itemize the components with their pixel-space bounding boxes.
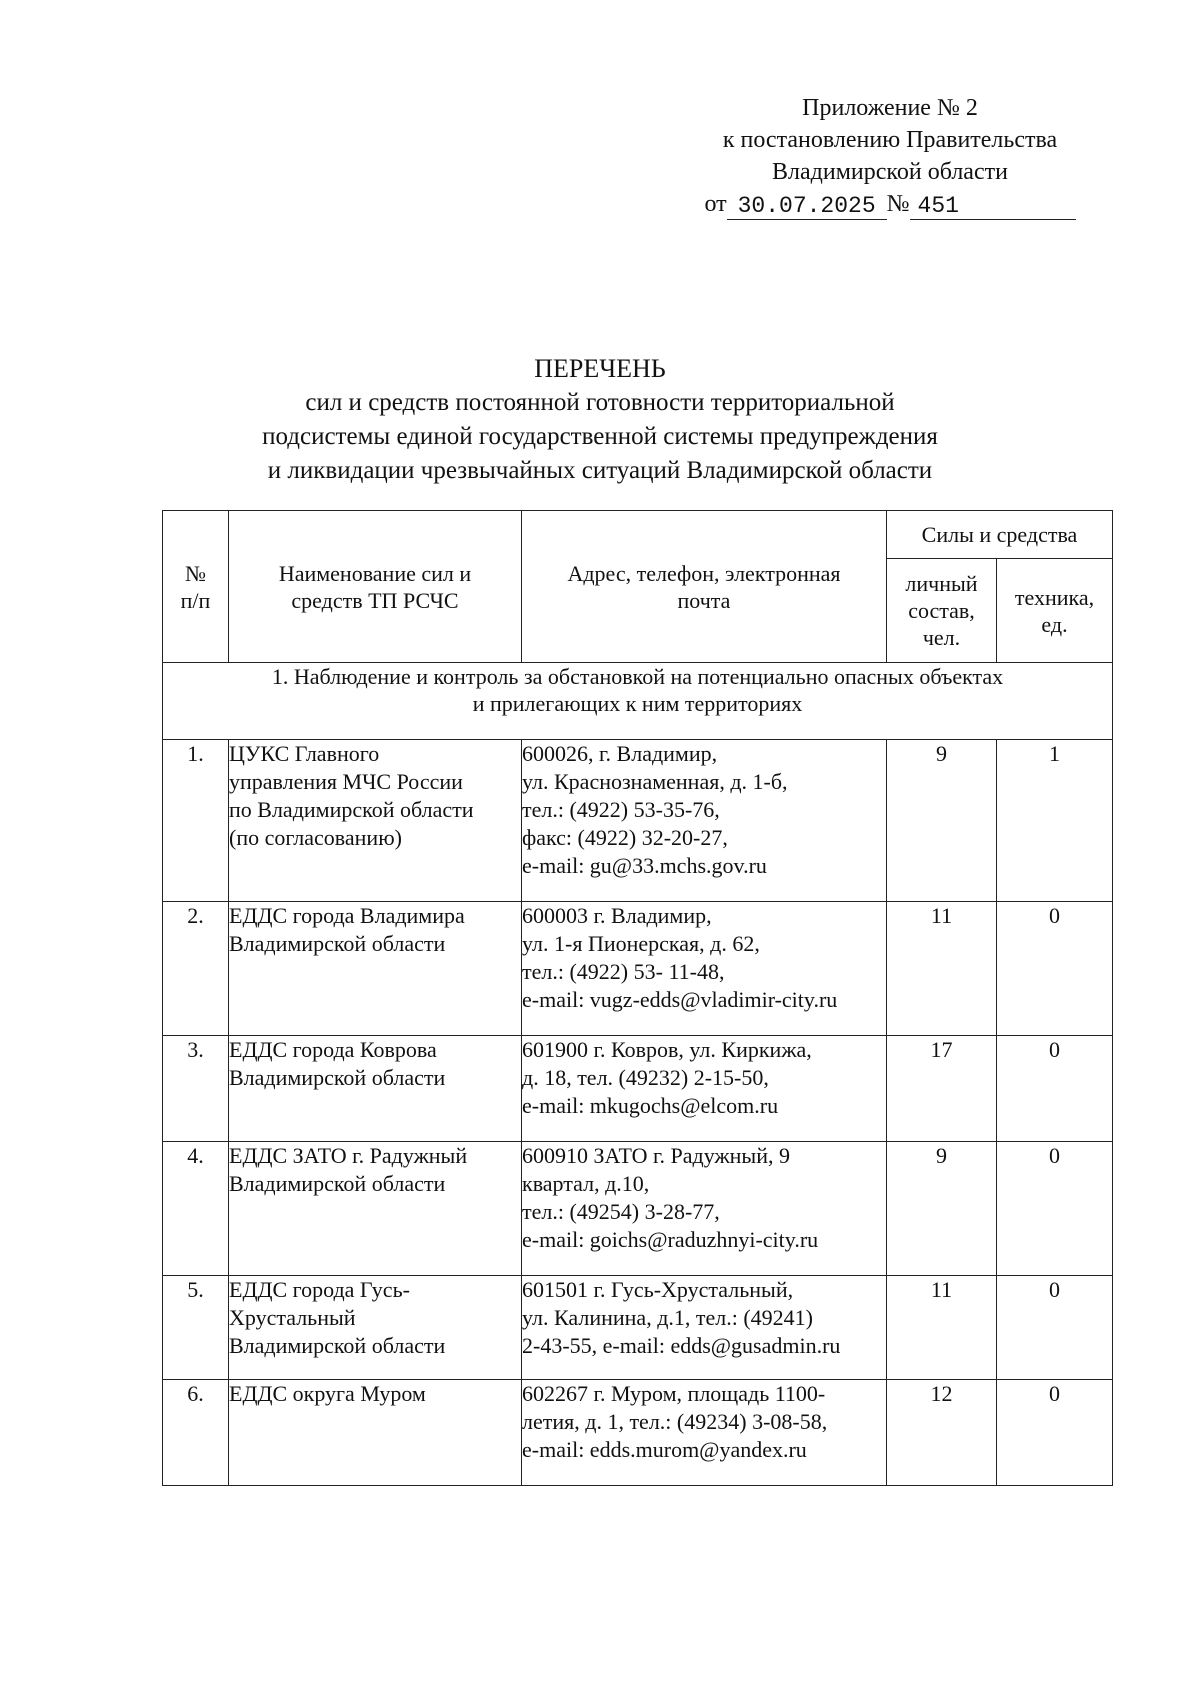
row-equipment: 0 [997,1276,1113,1380]
row-name: ЕДДС города Гусь- Хрустальный Владимирской области [229,1276,522,1380]
row-equipment: 0 [997,902,1113,1036]
resolution-date: 30.07.2025 [727,193,887,220]
appendix-date-line [690,188,1090,220]
row-name: ЕДДС ЗАТО г. Радужный Владимирской области [229,1142,522,1276]
resolution-number: 451 [910,193,1076,220]
table-row [163,1036,1113,1142]
row-name: ЦУКС Главного управления МЧС России по Владимирской области (по согласованию) [229,740,522,902]
row-equipment: 1 [997,740,1113,902]
row-personnel: 11 [887,902,997,1036]
table-row [163,902,1113,1036]
forces-table [162,510,1113,1486]
table-row [163,1276,1113,1380]
row-num: 6. [163,1380,229,1486]
appendix-block [690,92,1090,220]
row-personnel: 9 [887,740,997,902]
row-num: 1. [163,740,229,902]
row-personnel: 9 [887,1142,997,1276]
section-row [163,663,1113,740]
appendix-region: Владимирской области [772,159,1008,185]
row-equipment: 0 [997,1036,1113,1142]
row-personnel: 11 [887,1276,997,1380]
row-address: 602267 г. Муром, площадь 1100- летия, д. 1, тел.: (49234) 3-08-58, e-mail: edds.murom@yandex.ru [522,1380,887,1486]
document-title [160,352,1040,488]
title-main: ПЕРЕЧЕНЬ [534,354,666,383]
from-label: от [704,191,727,217]
header-equipment: техника, ед. [997,559,1113,663]
header-num: № п/п [163,511,229,663]
row-num: 5. [163,1276,229,1380]
header-personnel: личный состав, чел. [887,559,997,663]
row-name: ЕДДС округа Муром [229,1380,522,1486]
title-line-2: подсистемы единой государственной системы предупреждения [262,423,938,450]
header-name: Наименование сил и средств ТП РСЧС [229,511,522,663]
row-address: 601501 г. Гусь-Хрустальный, ул. Калинина, д.1, тел.: (49241) 2-43-55, e-mail: edds@gusadmin.ru [522,1276,887,1380]
title-line-1: сил и средств постоянной готовности территориальной [305,389,895,416]
row-address: 600910 ЗАТО г. Радужный, 9 квартал, д.10, тел.: (49254) 3-28-77, e-mail: goichs@raduzhnyi-city.ru [522,1142,887,1276]
header-forces: Силы и средства [887,511,1113,559]
row-num: 2. [163,902,229,1036]
row-address: 600026, г. Владимир, ул. Краснознаменная, д. 1-б, тел.: (4922) 53-35-76, факс: (4922) 32-20-27, e-mail: gu@33.mchs.gov.ru [522,740,887,902]
row-address: 600003 г. Владимир, ул. 1-я Пионерская, д. 62, тел.: (4922) 53- 11-48, e-mail: vugz-edds@vladimir-city.ru [522,902,887,1036]
row-personnel: 12 [887,1380,997,1486]
row-personnel: 17 [887,1036,997,1142]
appendix-number: Приложение № 2 [802,95,978,121]
section-heading: 1. Наблюдение и контроль за обстановкой на потенциально опасных объектах и прилегающих к ним территориях [163,663,1113,740]
table-row [163,1380,1113,1486]
appendix-resolution-ref: к постановлению Правительства [722,127,1058,153]
row-name: ЕДДС города Коврова Владимирской области [229,1036,522,1142]
row-equipment: 0 [997,1142,1113,1276]
table-row [163,1142,1113,1276]
row-equipment: 0 [997,1380,1113,1486]
number-label: № [886,191,910,217]
row-num: 4. [163,1142,229,1276]
row-name: ЕДДС города Владимира Владимирской области [229,902,522,1036]
header-address: Адрес, телефон, электронная почта [522,511,887,663]
table-row [163,740,1113,902]
row-num: 3. [163,1036,229,1142]
title-line-3: и ликвидации чрезвычайных ситуаций Владимирской области [267,457,933,484]
row-address: 601900 г. Ковров, ул. Киркижа, д. 18, тел. (49232) 2-15-50, e-mail: mkugochs@elcom.ru [522,1036,887,1142]
